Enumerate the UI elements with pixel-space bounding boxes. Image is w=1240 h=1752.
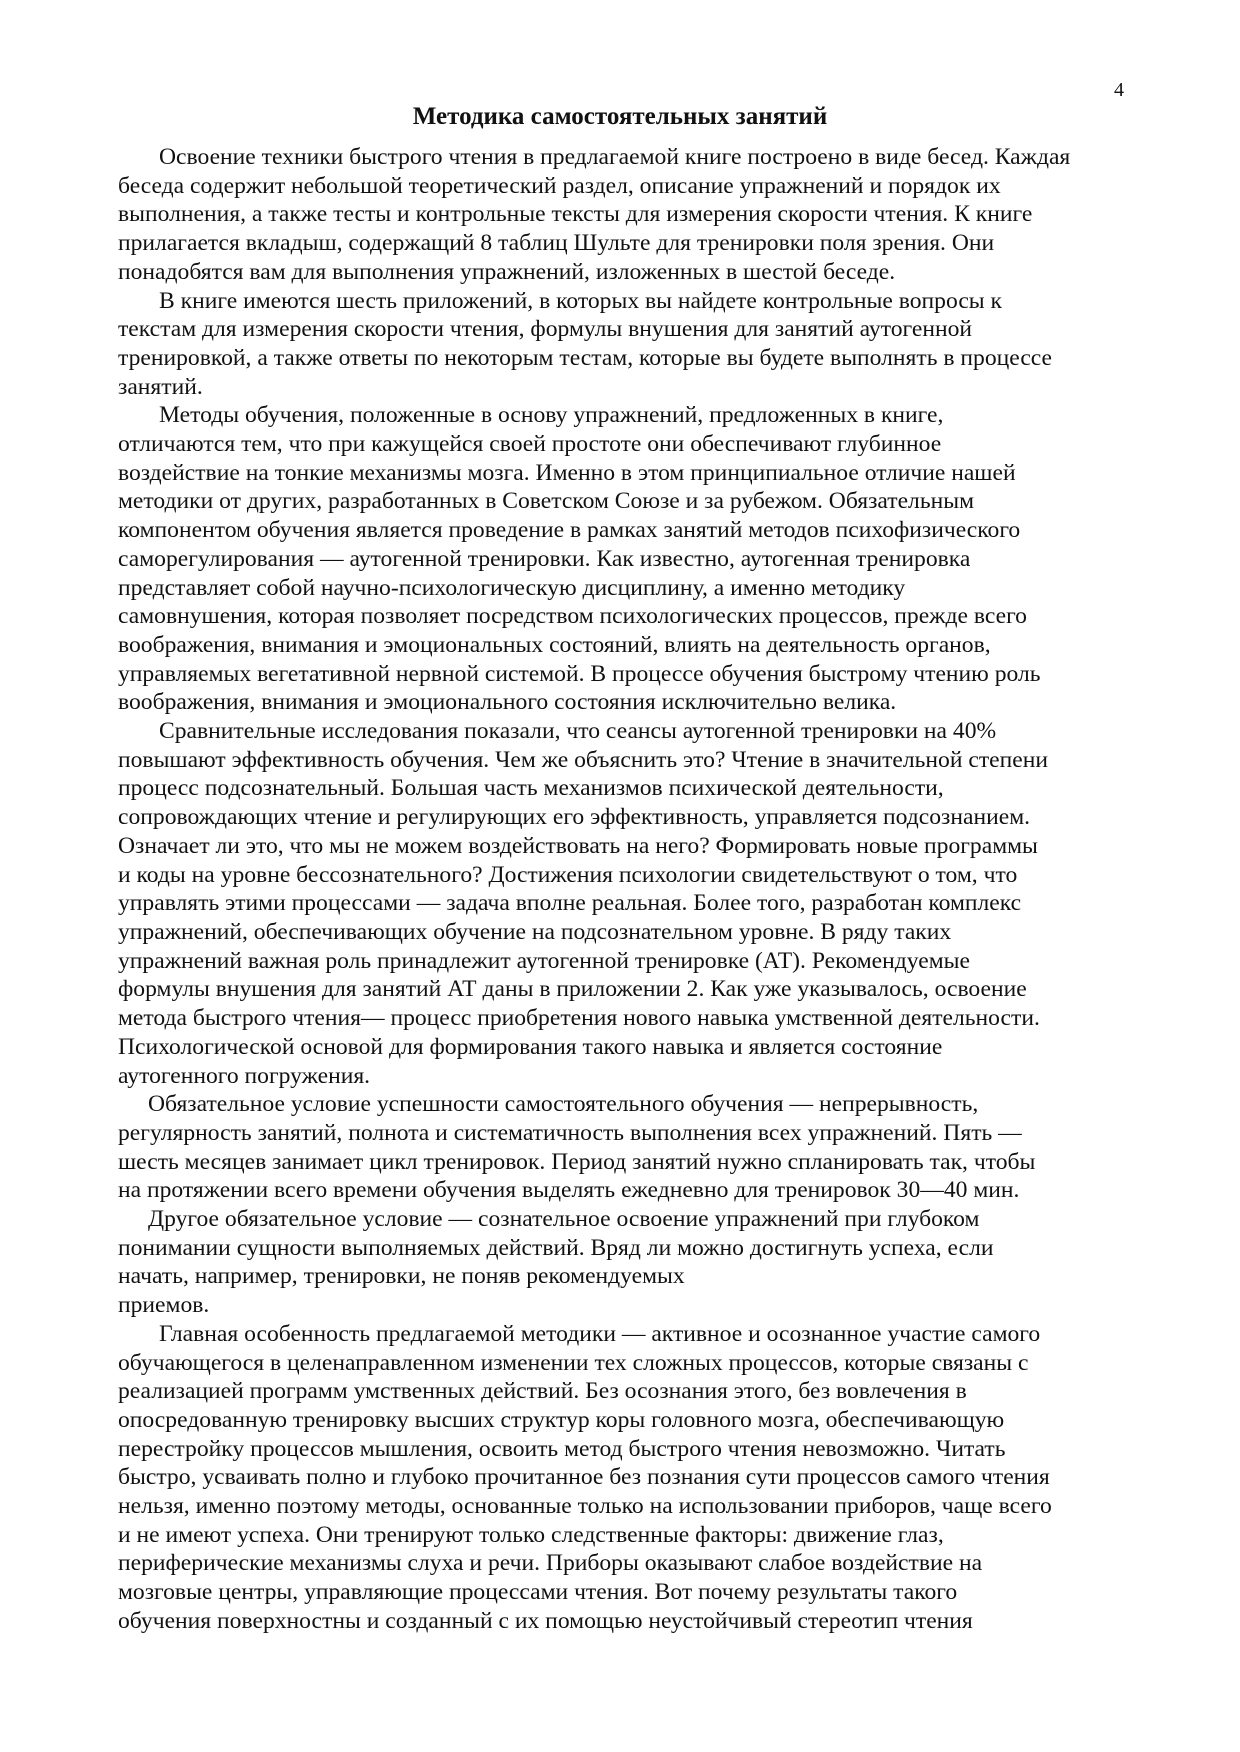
text-line: воображения, внимания и эмоциональных состояний, влиять на деятельность органов,	[118, 631, 991, 658]
text-line: процесс подсознательный. Большая часть механизмов психической деятельности,	[118, 775, 944, 802]
text-line: шесть месяцев занимает цикл тренировок. Период занятий нужно спланировать так, чтобы	[118, 1148, 1036, 1175]
text-line: Означает ли это, что мы не можем воздействовать на него? Формировать новые программы	[118, 832, 1038, 859]
text-line: метода быстрого чтения— процесс приобретения нового навыка умственной деятельности.	[118, 1005, 1040, 1032]
paragraph-4	[118, 717, 1128, 1090]
text-line: на протяжении всего времени обучения выделять ежедневно для тренировок 30—40 мин.	[118, 1177, 1020, 1204]
text-line: занятий.	[118, 373, 203, 400]
text-line: реализацией программ умственных действий. Без осознания этого, без вовлечения в	[118, 1378, 967, 1405]
text-line: Главная особенность предлагаемой методики — активное и осознанное участие самого	[159, 1320, 1041, 1347]
paragraph-3	[118, 401, 1128, 717]
paragraph-2	[118, 287, 1128, 402]
text-line: Обязательное условие успешности самостоятельного обучения — непрерывность,	[148, 1091, 979, 1118]
paragraph-5	[118, 1090, 1128, 1205]
paragraph-7	[118, 1320, 1128, 1636]
text-line: отличаются тем, что при кажущейся своей простоте они обеспечивают глубинное	[118, 431, 942, 458]
paragraph-1	[118, 143, 1128, 287]
text-line: периферические механизмы слуха и речи. Приборы оказывают слабое воздействие на	[118, 1550, 983, 1577]
text-line: и не имеют успеха. Они тренируют только следственные факторы: движение глаз,	[118, 1521, 944, 1548]
text-line: методики от других, разработанных в Советском Союзе и за рубежом. Обязательным	[118, 488, 974, 515]
text-line: перестройку процессов мышления, освоить метод быстрого чтения невозможно. Читать	[118, 1435, 1006, 1462]
body-text	[118, 143, 1128, 1636]
text-line: текстам для измерения скорости чтения, формулы внушения для занятий аутогенной	[118, 316, 973, 343]
text-line: опосредованную тренировку высших структур коры головного мозга, обеспечивающую	[118, 1406, 1005, 1433]
text-line: быстро, усваивать полно и глубоко прочитанное без познания сути процессов самого чтения	[118, 1464, 1050, 1491]
text-line: обучающегося в целенаправленном изменении тех сложных процессов, которые связаны с	[118, 1349, 1029, 1376]
text-line: воздействие на тонкие механизмы мозга. Именно в этом принципиальное отличие нашей	[118, 459, 1016, 486]
page-title: Методика самостоятельных занятий	[412, 103, 828, 130]
text-line: компонентом обучения является проведение в рамках занятий методов психофизического	[118, 517, 1021, 544]
text-line: начать, например, тренировки, не поняв рекомендуемых	[118, 1263, 685, 1290]
text-line: Психологической основой для формирования такого навыка и является состояние	[118, 1033, 943, 1060]
text-line: Освоение техники быстрого чтения в предлагаемой книге построено в виде бесед. Каждая	[159, 144, 1071, 170]
text-line: регулярность занятий, полнота и систематичность выполнения всех упражнений. Пять —	[118, 1119, 1022, 1146]
text-line: Сравнительные исследования показали, что сеансы аутогенной тренировки на 40%	[159, 718, 997, 745]
text-line: Методы обучения, положенные в основу упражнений, предложенных в книге,	[159, 402, 944, 429]
text-line: формулы внушения для занятий АТ даны в приложении 2. Как уже указывалось, освоение	[118, 976, 1027, 1003]
text-line: повышают эффективность обучения. Чем же объяснить это? Чтение в значительной степени	[118, 746, 1048, 773]
text-line: саморегулирования — аутогенной тренировки. Как известно, аутогенная тренировка	[118, 545, 971, 572]
text-line: тренировкой, а также ответы по некоторым тестам, которые вы будете выполнять в процессе	[118, 344, 1053, 371]
text-line: Другое обязательное условие — сознательное освоение упражнений при глубоком	[148, 1206, 980, 1233]
text-line: понадобятся вам для выполнения упражнений, изложенных в шестой беседе.	[118, 258, 896, 285]
text-line: обучения поверхностны и созданный с их помощью неустойчивый стереотип чтения	[118, 1607, 973, 1634]
text-line: сопровождающих чтение и регулирующих его эффективность, управляется подсознанием.	[118, 804, 1031, 831]
text-line: самовнушения, которая позволяет посредством психологических процессов, прежде всего	[118, 603, 1027, 630]
text-line: беседа содержит небольшой теоретический раздел, описание упражнений и порядок их	[118, 172, 1001, 199]
text-line: понимании сущности выполняемых действий. Вряд ли можно достигнуть успеха, если	[118, 1234, 994, 1261]
text-line: управлять этими процессами — задача вполне реальная. Более того, разработан комплекс	[118, 890, 1022, 917]
page-number: 4	[1114, 79, 1124, 101]
text-line: нельзя, именно поэтому методы, основанные только на использовании приборов, чаще всего	[118, 1493, 1052, 1520]
text-line: приемов.	[118, 1292, 210, 1319]
text-line: аутогенного погружения.	[118, 1062, 371, 1089]
text-line: представляет собой научно-психологическую дисциплину, а именно методику	[118, 574, 906, 601]
text-line: и коды на уровне бессознательного? Достижения психологии свидетельствуют о том, что	[118, 861, 1018, 888]
text-line: прилагается вкладыш, содержащий 8 таблиц Шульте для тренировки поля зрения. Они	[118, 230, 995, 257]
paragraph-6	[118, 1205, 1128, 1320]
text-line: выполнения, а также тесты и контрольные тексты для измерения скорости чтения. К книге	[118, 201, 1033, 228]
text-line: упражнений важная роль принадлежит аутогенной тренировке (АТ). Рекомендуемые	[118, 947, 970, 974]
text-line: управляемых вегетативной нервной системой. В процессе обучения быстрому чтению роль	[118, 660, 1041, 687]
text-line: упражнений, обеспечивающих обучение на подсознательном уровне. В ряду таких	[118, 918, 952, 945]
text-line: воображения, внимания и эмоционального состояния исключительно велика.	[118, 689, 897, 716]
text-line: В книге имеются шесть приложений, в которых вы найдете контрольные вопросы к	[159, 287, 1003, 314]
text-line: мозговые центры, управляющие процессами чтения. Вот почему результаты такого	[118, 1579, 958, 1606]
